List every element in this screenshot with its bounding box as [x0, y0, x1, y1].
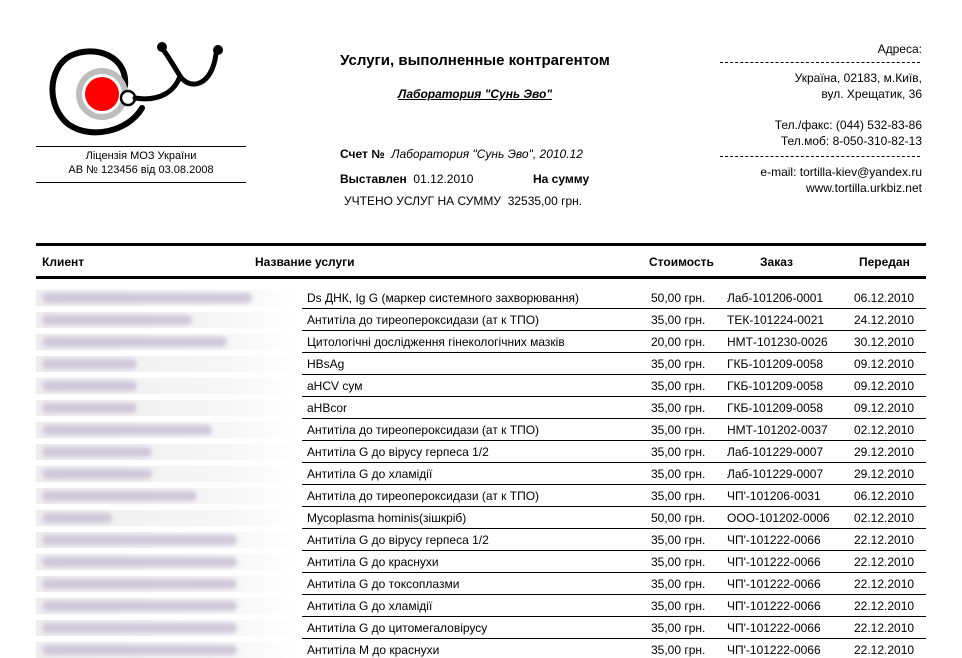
issued-info — [340, 172, 473, 186]
cost-cell: 35,00 грн. — [651, 555, 706, 569]
client-name-blurred — [42, 491, 197, 501]
service-cell: Цитологічні дослідження гінекологічних мазків — [307, 335, 565, 349]
document-title: Услуги, выполненные контрагентом — [340, 52, 610, 69]
cost-cell: 35,00 грн. — [651, 621, 706, 635]
service-cell: Антитіла G до вірусу герпеса 1/2 — [307, 445, 489, 459]
table-row — [36, 419, 926, 441]
sent-cell: 09.12.2010 — [854, 357, 915, 371]
address-phone: Тел./факс: (044) 532-83-86 — [774, 118, 922, 132]
order-cell: ЧП'-101222-0066 — [727, 621, 821, 635]
lab-logo — [40, 36, 240, 146]
service-cell: aHBcor — [307, 401, 348, 415]
license-line1: Ліцензія МОЗ України — [85, 150, 197, 162]
table-row — [36, 353, 926, 375]
table-row — [36, 463, 926, 485]
cost-cell: 35,00 грн. — [651, 577, 706, 591]
table-row — [36, 287, 926, 309]
order-cell: НМТ-101230-0026 — [727, 335, 828, 349]
stethoscope-logo-icon — [40, 36, 240, 146]
order-cell: НМТ-101202-0037 — [727, 423, 828, 437]
client-name-blurred — [42, 337, 227, 347]
service-cell: aHCV сум — [307, 379, 363, 393]
service-cell: Антитіла G до цитомегаловірусу — [307, 621, 488, 635]
lab-name-heading — [290, 87, 660, 101]
sent-cell: 22.12.2010 — [854, 643, 915, 657]
sent-cell: 22.12.2010 — [854, 621, 915, 635]
table-header-rule — [36, 276, 926, 279]
license-info — [36, 149, 246, 177]
order-cell: ГКБ-101209-0058 — [727, 357, 824, 371]
cost-cell: 35,00 грн. — [651, 445, 706, 459]
service-cell: Антитіла до тиреопероксидази (ат к ТПО) — [307, 489, 540, 503]
cost-cell: 50,00 грн. — [651, 511, 706, 525]
order-cell: ГКБ-101209-0058 — [727, 401, 824, 415]
order-cell: ЧП'-101222-0066 — [727, 533, 821, 547]
service-cell: Антитіла G до токсоплазми — [307, 577, 460, 591]
client-name-blurred — [42, 315, 192, 325]
services-table — [36, 243, 926, 658]
sent-cell: 29.12.2010 — [854, 445, 915, 459]
table-row — [36, 551, 926, 573]
total-label: УЧТЕНО УСЛУГ НА СУММУ — [344, 194, 502, 208]
total-value: 32535,00 грн. — [507, 194, 583, 208]
order-cell: ГКБ-101209-0058 — [727, 379, 824, 393]
service-cell: Антитіла M до краснухи — [307, 643, 440, 657]
table-row — [36, 507, 926, 529]
sent-cell: 06.12.2010 — [854, 489, 915, 503]
cost-cell: 35,00 грн. — [651, 643, 706, 657]
column-client: Клиент — [42, 255, 85, 269]
service-cell: Антитіла до тиреопероксидази (ат к ТПО) — [307, 423, 540, 437]
client-name-blurred — [42, 447, 152, 457]
cost-cell: 35,00 грн. — [651, 599, 706, 613]
table-row — [36, 441, 926, 463]
address-email: e-mail: tortilla-kiev@yandex.ru — [760, 165, 922, 179]
license-divider-bottom — [36, 182, 246, 183]
client-name-blurred — [42, 645, 237, 655]
account-label: Счет № — [340, 147, 385, 161]
client-name-blurred — [42, 557, 237, 567]
cost-cell: 35,00 грн. — [651, 379, 706, 393]
sent-cell: 24.12.2010 — [854, 313, 915, 327]
client-name-blurred — [42, 513, 112, 523]
table-row — [36, 375, 926, 397]
service-cell: Антитіла до тиреопероксидази (ат к ТПО) — [307, 313, 540, 327]
order-cell: ЧП'-101222-0066 — [727, 555, 821, 569]
order-cell: ТЕК-101224-0021 — [727, 313, 825, 327]
sent-cell: 22.12.2010 — [854, 555, 915, 569]
sent-cell: 22.12.2010 — [854, 533, 915, 547]
sent-cell: 22.12.2010 — [854, 577, 915, 591]
table-row — [36, 397, 926, 419]
address-line2: вул. Хрещатик, 36 — [821, 87, 922, 101]
sent-cell: 29.12.2010 — [854, 467, 915, 481]
table-header — [36, 246, 926, 276]
address-line1: Україна, 02183, м.Київ, — [794, 71, 922, 85]
order-cell: Лаб-101206-0001 — [727, 291, 824, 305]
table-row — [36, 485, 926, 507]
service-cell: Ds ДНК, Ig G (маркер системного захворювання) — [307, 291, 579, 305]
address-separator-1 — [720, 62, 920, 63]
total-info — [344, 194, 582, 208]
column-sent: Передан — [859, 255, 910, 269]
client-name-blurred — [42, 403, 137, 413]
service-cell: HBsAg — [307, 357, 345, 371]
order-cell: ЧП'-101222-0066 — [727, 599, 821, 613]
table-row — [36, 595, 926, 617]
client-name-blurred — [42, 359, 137, 369]
license-line2: АВ № 123456 від 03.08.2008 — [68, 164, 214, 176]
sent-cell: 30.12.2010 — [854, 335, 915, 349]
cost-cell: 35,00 грн. — [651, 401, 706, 415]
cost-cell: 35,00 грн. — [651, 467, 706, 481]
sent-cell: 09.12.2010 — [854, 401, 915, 415]
table-row — [36, 639, 926, 658]
sent-cell: 02.12.2010 — [854, 423, 915, 437]
cost-cell: 20,00 грн. — [651, 335, 706, 349]
service-cell: Антитіла G до краснухи — [307, 555, 439, 569]
service-cell: Антитіла G до вірусу герпеса 1/2 — [307, 533, 489, 547]
account-info — [340, 147, 583, 161]
client-name-blurred — [42, 535, 237, 545]
account-value: Лаборатория "Сунь Эво", 2010.12 — [391, 147, 583, 161]
client-name-blurred — [42, 469, 152, 479]
client-name-blurred — [42, 293, 252, 303]
order-cell: ЧП'-101222-0066 — [727, 643, 821, 657]
sent-cell: 09.12.2010 — [854, 379, 915, 393]
sent-cell: 02.12.2010 — [854, 511, 915, 525]
order-cell: ЧП'-101222-0066 — [727, 577, 821, 591]
service-cell: Mycoplasma hominis(зішкріб) — [307, 511, 467, 525]
table-row — [36, 309, 926, 331]
sent-cell: 22.12.2010 — [854, 599, 915, 613]
table-row — [36, 573, 926, 595]
lab-name: Лаборатория "Сунь Эво" — [397, 87, 553, 101]
sent-cell: 06.12.2010 — [854, 291, 915, 305]
issued-label: Выставлен — [340, 172, 407, 186]
service-cell: Антитіла G до хламідії — [307, 599, 433, 613]
cost-cell: 35,00 грн. — [651, 489, 706, 503]
table-body — [36, 287, 926, 658]
cost-cell: 35,00 грн. — [651, 313, 706, 327]
client-name-blurred — [42, 623, 237, 633]
order-cell: Лаб-101229-0007 — [727, 445, 824, 459]
column-service: Название услуги — [255, 255, 355, 269]
table-row — [36, 529, 926, 551]
red-disc — [85, 77, 119, 111]
address-mobile: Тел.моб: 8-050-310-82-13 — [780, 134, 922, 148]
table-row — [36, 331, 926, 353]
client-name-blurred — [42, 425, 212, 435]
cost-cell: 50,00 грн. — [651, 291, 706, 305]
table-row — [36, 617, 926, 639]
order-cell: Лаб-101229-0007 — [727, 467, 824, 481]
client-name-blurred — [42, 579, 237, 589]
client-name-blurred — [42, 381, 137, 391]
column-cost: Стоимость — [649, 255, 714, 269]
address-web: www.tortilla.urkbiz.net — [805, 181, 922, 195]
cost-cell: 35,00 грн. — [651, 533, 706, 547]
sum-label: На сумму — [533, 172, 590, 186]
address-separator-2 — [720, 156, 920, 157]
column-order: Заказ — [760, 255, 793, 269]
address-label: Адреса: — [877, 42, 922, 56]
service-cell: Антитіла G до хламідії — [307, 467, 433, 481]
cost-cell: 35,00 грн. — [651, 423, 706, 437]
order-cell: ООО-101202-0006 — [727, 511, 830, 525]
order-cell: ЧП'-101206-0031 — [727, 489, 821, 503]
client-name-blurred — [42, 601, 237, 611]
sum-info — [533, 172, 589, 186]
cost-cell: 35,00 грн. — [651, 357, 706, 371]
issued-value: 01.12.2010 — [413, 172, 474, 186]
license-divider-top — [36, 146, 246, 147]
